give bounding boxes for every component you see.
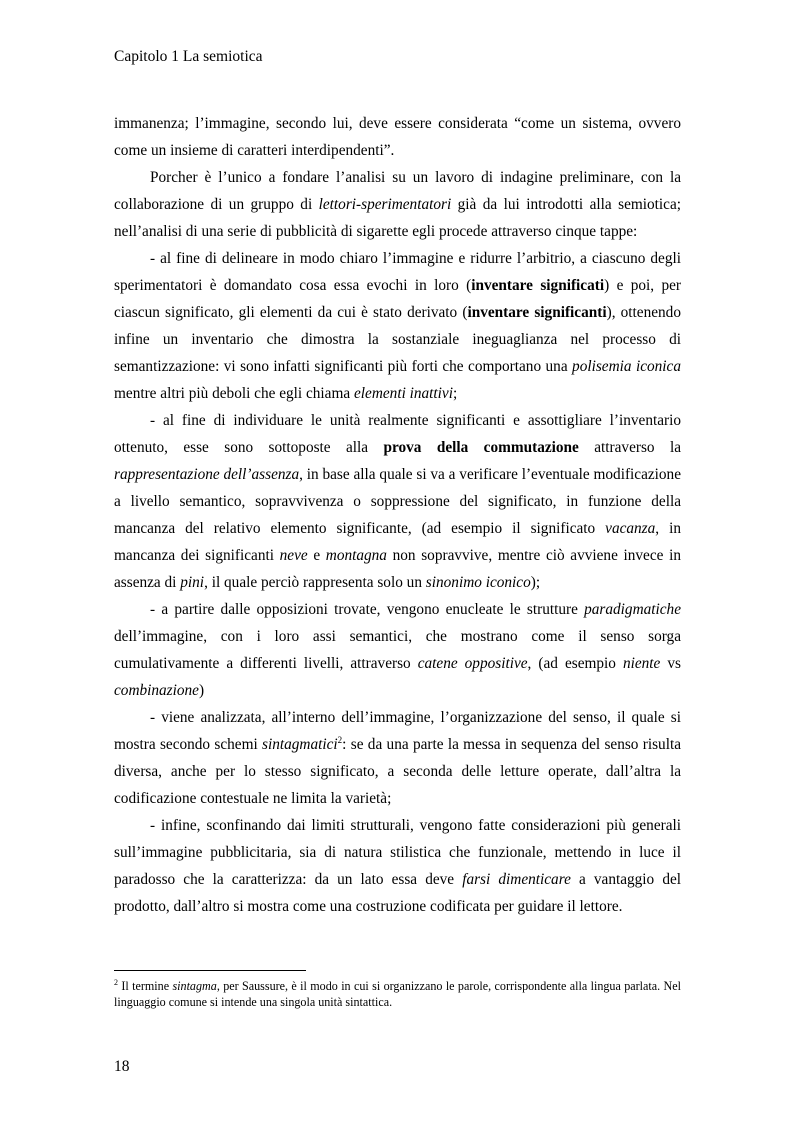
emphasis: sintagma	[172, 979, 217, 993]
paragraph: immanenza; l’immagine, secondo lui, deve essere considerata “come un sistema, ovvero come un insieme di caratteri interdipendenti”.	[114, 115, 681, 159]
list-item: - infine, sconfinando dai limiti strutturali, vengono fatte considerazioni più generali sull’immagine pubblicitaria, sia di natura stilistica che funzionale, mettendo in luce il paradosso che la caratterizza: da un lato essa deve farsi dimenticare a vantaggio del prodotto, dall’altro si mostra come una costruzione codificata per guidare il lettore.	[114, 817, 682, 915]
emphasis: polisemia iconica	[572, 358, 681, 375]
emphasis: vacanza	[605, 520, 656, 537]
emphasis: montagna	[325, 547, 387, 564]
emphasis: lettori-sperimentatori	[318, 196, 452, 213]
emphasis: neve	[279, 547, 308, 564]
bold-term: inventare significati	[471, 277, 605, 294]
emphasis: pini	[180, 574, 205, 591]
emphasis: rappresentazione dell’assenza	[114, 466, 300, 483]
footnote-separator	[114, 970, 306, 971]
emphasis: niente	[622, 655, 661, 672]
emphasis: catene oppositive	[417, 655, 528, 672]
emphasis: combinazione	[114, 682, 199, 699]
emphasis: paradigmatiche	[584, 601, 681, 618]
footnote: $^2$ Il termine sintagma, per Saussure, è il modo in cui si organizzano le parole, corrispondente alla lingua parlata. Nel linguaggio comune si intende una singola unità sintattica.	[114, 977, 681, 1009]
list-item: - viene analizzata, all’interno dell’immagine, l’organizzazione del senso, il quale si mostra secondo schemi sintagmatici$^2$: se da una parte la messa in sequenza del senso risulta diversa, anche per lo stesso significato, a seconda delle letture operate, dall’altra la codificazione contestuale ne limita la varietà;	[114, 709, 681, 807]
page-number: 18	[114, 1058, 130, 1075]
emphasis: sinonimo iconico	[425, 574, 531, 591]
body-text	[114, 110, 681, 920]
paragraph: Porcher è l’unico a fondare l’analisi su un lavoro di indagine preliminare, con la collaborazione di un gruppo di lettori-sperimentatori già da lui introdotti alla semiotica; nell’analisi di una serie di pubblicità di sigarette egli procede attraverso cinque tappe:	[114, 169, 681, 240]
list-item: - al fine di individuare le unità realmente significanti e assottigliare l’inventario ottenuto, esse sono sottoposte alla prova della commutazione attraverso la rappresentazione dell’assenza, in base alla quale si va a verificare l’eventuale modificazione a livello semantico, sopravvivenza o soppressione del significato, in funzione della mancanza del relativo elemento significante, (ad esempio il significato vacanza, in mancanza dei significanti neve e montagna non sopravvive, mentre ciò avviene invece in assenza di pini, il quale perciò rappresenta solo un sinonimo iconico);	[114, 412, 681, 591]
bold-term: prova della commutazione	[383, 439, 579, 456]
bold-term: inventare significanti	[467, 304, 607, 321]
footnote-ref[interactable]: 2	[337, 734, 343, 745]
emphasis: farsi dimenticare	[462, 871, 571, 888]
footnote-number: 2	[114, 977, 118, 987]
emphasis: elementi inattivi	[354, 385, 453, 402]
running-header: Capitolo 1 La semiotica	[114, 48, 263, 65]
list-item: - al fine di delineare in modo chiaro l’immagine e ridurre l’arbitrio, a ciascuno degli sperimentatori è domandato cosa essa evochi in loro (inventare significati) e poi, per ciascun significato, gli elementi da cui è stato derivato (inventare significanti), ottenendo infine un inventario che dimostra la sostanziale ineguaglianza nel processo di semantizzazione: vi sono infatti significanti più forti che comportano una polisemia iconica mentre altri più deboli che egli chiama elementi inattivi;	[114, 250, 682, 402]
list-item: - a partire dalle opposizioni trovate, vengono enucleate le strutture paradigmatiche dell’immagine, con i loro assi semantici, che mostrano come il senso sorga cumulativamente a differenti livelli, attraverso catene oppositive, (ad esempio niente vs combinazione)	[114, 601, 681, 699]
emphasis: sintagmatici	[262, 736, 338, 753]
